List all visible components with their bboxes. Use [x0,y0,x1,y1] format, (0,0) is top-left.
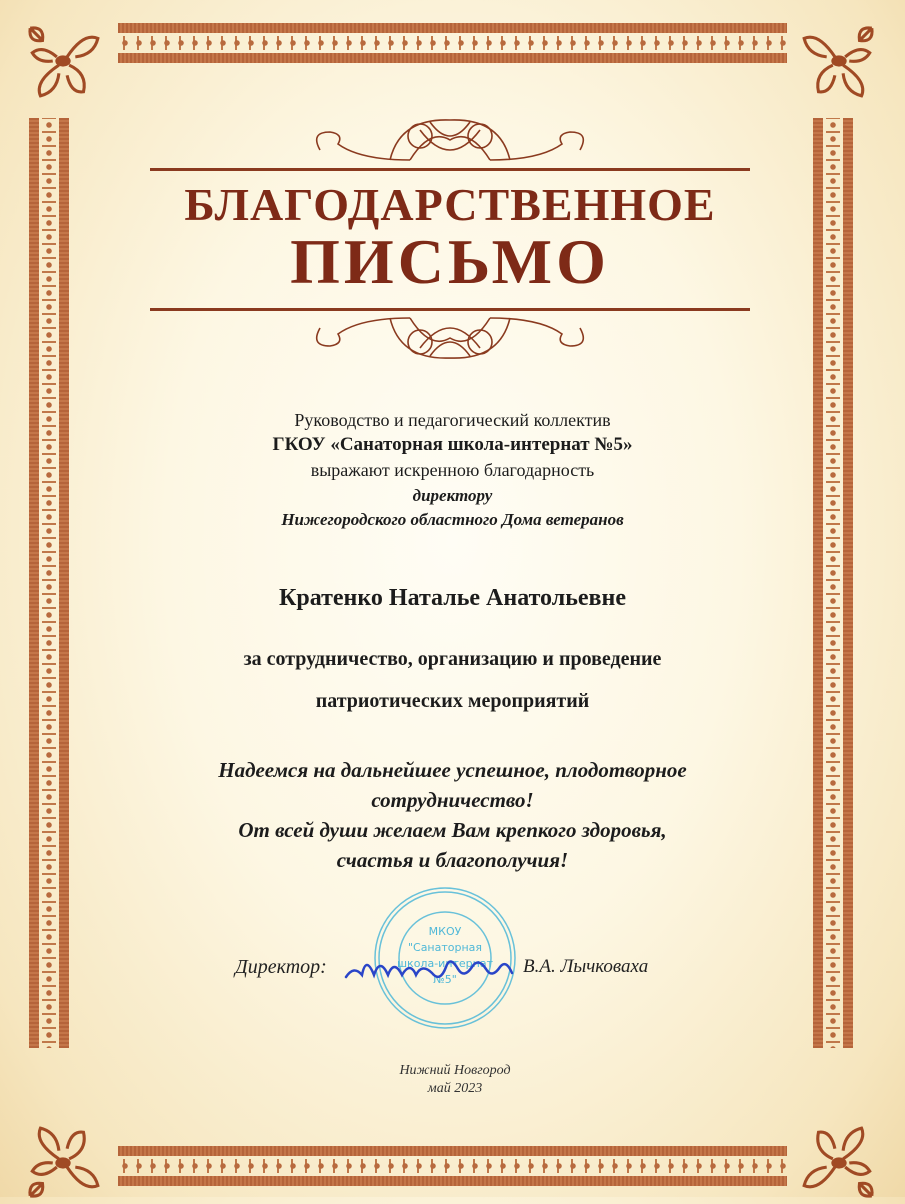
stamp-line-1: МКОУ [428,925,462,938]
reason-line-1: за сотрудничество, организацию и проведение [243,648,662,670]
letter-body [130,410,775,534]
corner-ornament-icon [798,20,880,102]
title-top-rule [150,168,750,171]
stamp-line-3: школа-интернат [396,957,494,970]
title-bottom-rule [150,308,750,311]
recipient-name: Кратенко Наталье Анатольевне [278,585,626,611]
bottom-border [118,1146,787,1186]
wish-line-1: Надеемся на дальнейшее успешное, плодотворное [218,758,687,782]
institution-name: ГКОУ «Санаторная школа-интернат №5» [272,434,633,455]
right-border [813,118,853,1048]
stamp-line-2: "Санаторная [407,941,483,954]
body-line-3: выражают искренною благодарность [310,460,595,480]
signatory-name: В.А. Лычковаха [523,956,649,977]
title-line-2: ПИСЬМО [290,226,610,297]
place-city: Нижний Новгород [399,1063,511,1078]
left-border [29,118,69,1048]
signature-label: Директор: [235,956,327,978]
corner-ornament-icon [22,1122,104,1204]
place-date-block [330,1062,580,1097]
recipient-position: директору [412,486,493,505]
corner-ornament-icon [22,20,104,102]
wish-line-3: От всей души желаем Вам крепкого здоровья, [238,818,667,842]
corner-ornament-icon [798,1122,880,1204]
reason-line-2: патриотических мероприятий [315,690,590,712]
title-line-1: БЛАГОДАРСТВЕННОЕ [184,179,716,230]
top-border [118,23,787,63]
date: май 2023 [427,1080,483,1096]
recipient-organization: Нижегородского областного Дома ветеранов [281,510,624,529]
signature-row [200,952,700,992]
wish-line-2: сотрудничество! [371,788,534,812]
top-flourish-icon [300,110,600,166]
body-line-1: Руководство и педагогический коллектив [294,410,611,430]
stamp-line-4: №5" [433,973,457,986]
wish-line-4: счастья и благополучия! [336,848,569,872]
recipient-block [130,585,775,612]
reason-block [130,648,775,720]
bottom-flourish-icon [300,312,600,368]
wishes-block [130,758,775,878]
